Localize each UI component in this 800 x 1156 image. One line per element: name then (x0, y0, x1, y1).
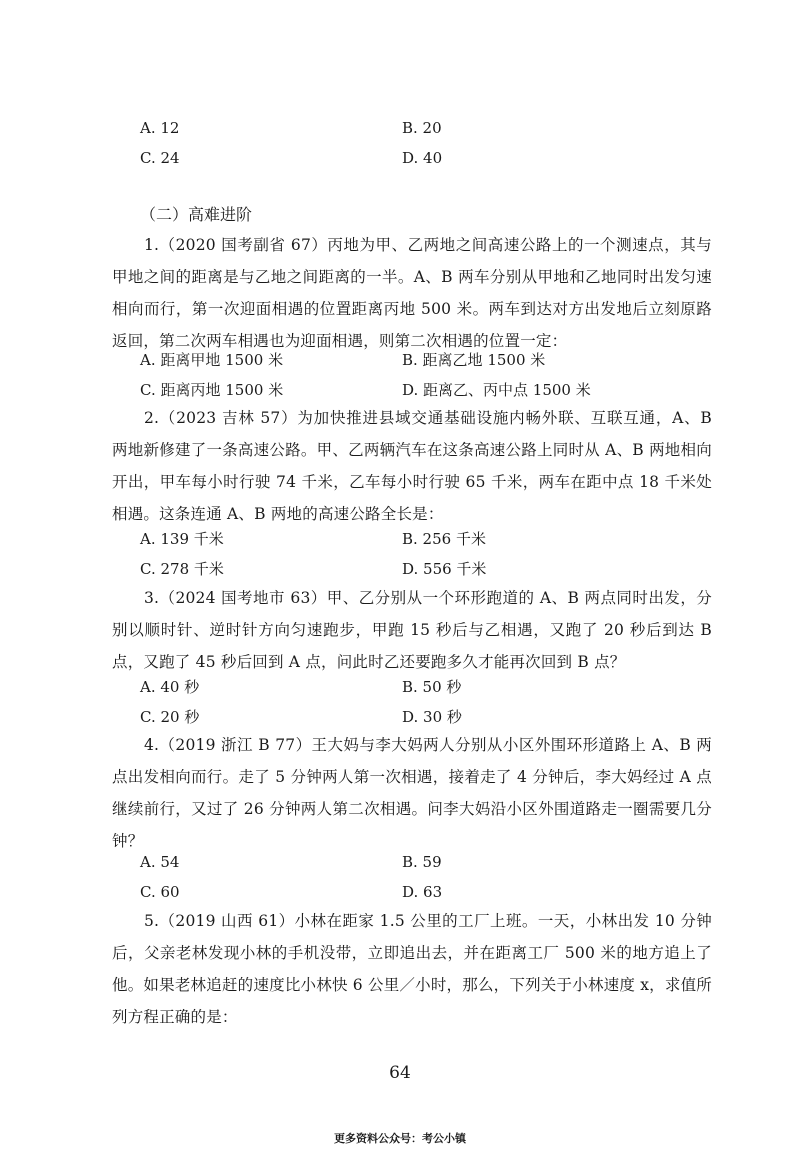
question-4-text: 4.（2019 浙江 B 77）王大妈与李大妈两人分别从小区外围环形道路上 A、B 两点出发相向而行。走了 5 分钟两人第一次相遇，接着走了 4 分钟后，李大妈经过 A 点继续前行，又过了 26 分钟两人第二次相遇。问李大妈沿小区外围道路走一圈需要几分钟？ (112, 736, 712, 850)
q1-option-b: B. 距离乙地 1500 米 (402, 351, 546, 369)
q1-option-a: A. 距离甲地 1500 米 (140, 351, 284, 369)
q2-option-c: C. 278 千米 (140, 560, 224, 578)
q4-option-c: C. 60 (140, 883, 180, 901)
page-number: 64 (389, 1063, 411, 1083)
question-4 (112, 729, 712, 857)
question-5 (112, 905, 712, 1033)
question-1 (112, 229, 712, 357)
section-title: （二）高难进阶 (140, 205, 253, 224)
top-option-d: D. 40 (402, 149, 443, 167)
question-2 (112, 402, 712, 530)
footer-note: 更多资料公众号：考公小镇 (334, 1132, 466, 1145)
question-3 (112, 582, 712, 678)
q2-option-a: A. 139 千米 (140, 530, 224, 548)
q1-option-c: C. 距离丙地 1500 米 (140, 381, 284, 399)
q2-option-d: D. 556 千米 (402, 560, 487, 578)
q1-option-d: D. 距离乙、丙中点 1500 米 (402, 381, 591, 399)
q3-option-d: D. 30 秒 (402, 708, 462, 726)
q3-option-c: C. 20 秒 (140, 708, 200, 726)
q4-option-a: A. 54 (140, 853, 180, 871)
question-5-text: 5.（2019 山西 61）小林在距家 1.5 公里的工厂上班。一天，小林出发 10 分钟后，父亲老林发现小林的手机没带，立即追出去，并在距离工厂 500 米的地方追上了他。如果老林追赶的速度比小林快 6 公里／小时，那么，下列关于小林速度 x，求值所列方程正确的是： (112, 912, 712, 1026)
q2-option-b: B. 256 千米 (402, 530, 486, 548)
q4-option-d: D. 63 (402, 883, 443, 901)
question-3-text: 3.（2024 国考地市 63）甲、乙分别从一个环形跑道的 A、B 两点同时出发，分别以顺时针、逆时针方向匀速跑步，甲跑 15 秒后与乙相遇，又跑了 20 秒后到达 B 点，又跑了 45 秒后回到 A 点，问此时乙还要跑多久才能再次回到 B 点？ (112, 589, 712, 671)
question-2-text: 2.（2023 吉林 57）为加快推进县域交通基础设施内畅外联、互联互通，A、B 两地新修建了一条高速公路。甲、乙两辆汽车在这条高速公路上同时从 A、B 两地相向开出，甲车每小时行驶 74 千米，乙车每小时行驶 65 千米，两车在距中点 18 千米处相遇。这条连通 A、B 两地的高速公路全长是： (112, 409, 712, 523)
q3-option-a: A. 40 秒 (140, 678, 200, 696)
q3-option-b: B. 50 秒 (402, 678, 462, 696)
question-1-text: 1.（2020 国考副省 67）丙地为甲、乙两地之间高速公路上的一个测速点，其与甲地之间的距离是与乙地之间距离的一半。A、B 两车分别从甲地和乙地同时出发匀速相向而行，第一次迎面相遇的位置距离丙地 500 米。两车到达对方出发地后立刻原路返回，第二次两车相遇也为迎面相遇，则第二次相遇的位置一定： (112, 236, 712, 350)
top-option-a: A. 12 (140, 119, 180, 137)
q4-option-b: B. 59 (402, 853, 442, 871)
top-option-b: B. 20 (402, 119, 442, 137)
top-option-c: C. 24 (140, 149, 180, 167)
